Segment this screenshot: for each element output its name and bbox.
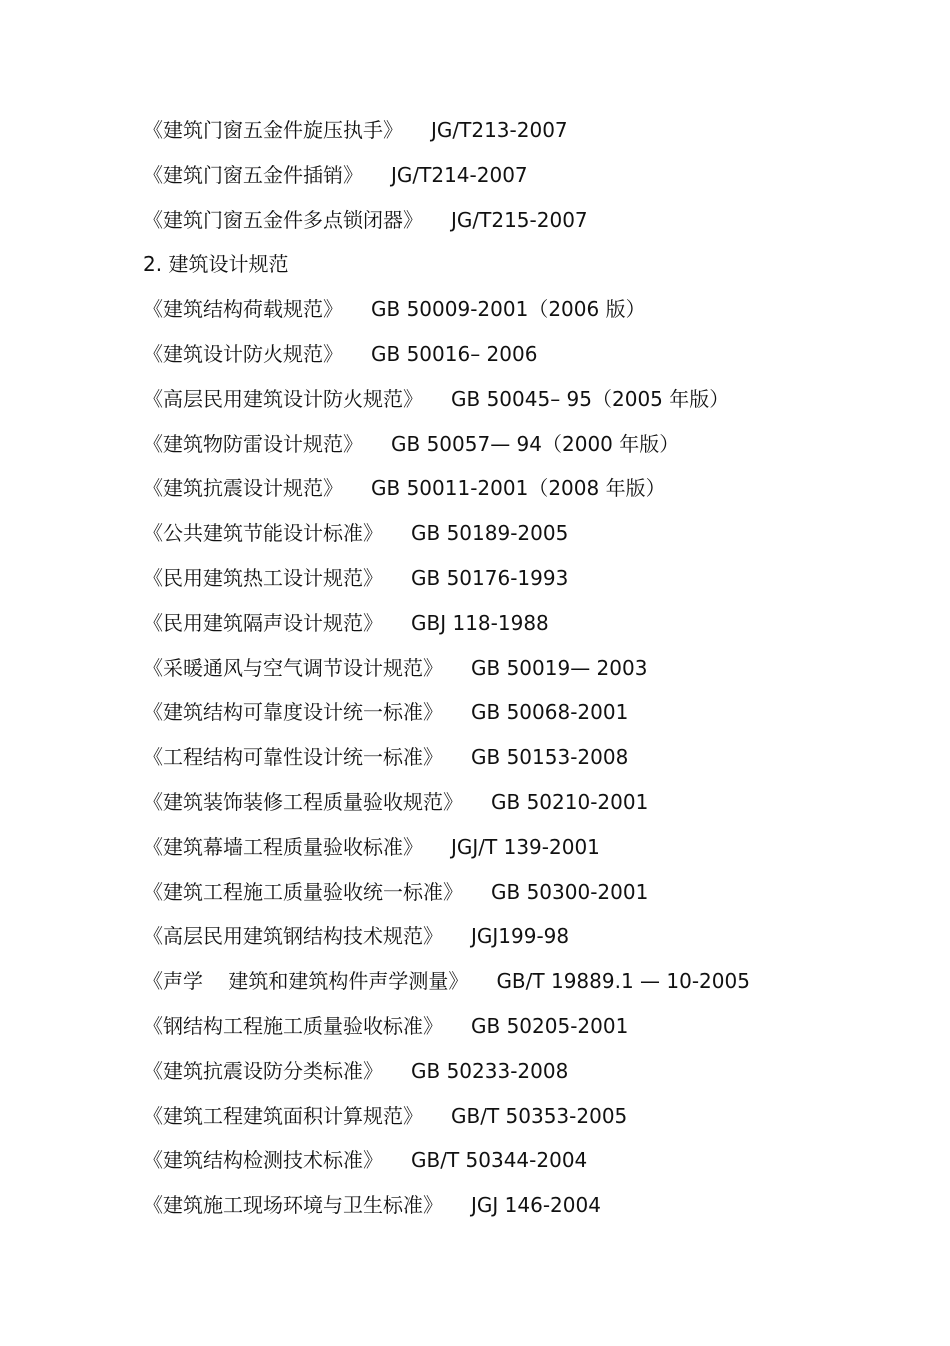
list-item bbox=[143, 965, 923, 1010]
standard-code: JGJ 146-2004 bbox=[471, 1193, 601, 1218]
list-item bbox=[143, 293, 923, 338]
standard-code: JG/T213-2007 bbox=[431, 118, 568, 142]
standard-code: GB 50045– 95（2005 年版） bbox=[451, 386, 730, 411]
standard-title: 《钢结构工程施工质量验收标准》 bbox=[143, 1013, 443, 1038]
list-item bbox=[143, 696, 923, 741]
standard-title: 《建筑幕墙工程质量验收标准》 bbox=[143, 834, 423, 859]
standard-code: GB/T 50353-2005 bbox=[451, 1103, 628, 1128]
list-item bbox=[143, 428, 923, 473]
standard-title: 《建筑结构荷载规范》 bbox=[143, 297, 343, 322]
standard-title: 《建筑工程施工质量验收统一标准》 bbox=[143, 879, 463, 904]
list-item bbox=[143, 1055, 923, 1100]
standard-code: GB 50205-2001 bbox=[471, 1013, 629, 1038]
standards-list bbox=[143, 114, 923, 1234]
standard-code: GB 50189-2005 bbox=[411, 521, 569, 546]
list-item bbox=[143, 517, 923, 562]
standard-code: GB/T 19889.1 — 10-2005 bbox=[496, 969, 750, 994]
standard-title: 《民用建筑隔声设计规范》 bbox=[143, 610, 383, 635]
list-item bbox=[143, 114, 923, 159]
list-item bbox=[143, 920, 923, 965]
standard-title: 《声学 建筑和建筑构件声学测量》 bbox=[143, 969, 469, 994]
list-item bbox=[143, 1010, 923, 1055]
standard-code: JGJ199-98 bbox=[471, 924, 570, 949]
list-item bbox=[143, 786, 923, 831]
list-item bbox=[143, 472, 923, 517]
standard-code: GB 50009-2001（2006 版） bbox=[371, 297, 646, 322]
list-item bbox=[143, 741, 923, 786]
list-item bbox=[143, 652, 923, 697]
standard-title: 《建筑工程建筑面积计算规范》 bbox=[143, 1103, 423, 1128]
standard-code: GB 50011-2001（2008 年版） bbox=[371, 476, 666, 501]
standard-code: GBJ 118-1988 bbox=[411, 610, 549, 635]
standard-title: 《高层民用建筑钢结构技术规范》 bbox=[143, 924, 443, 949]
standard-title: 《建筑装饰装修工程质量验收规范》 bbox=[143, 789, 463, 814]
standard-title: 《建筑门窗五金件插销》 bbox=[143, 162, 363, 187]
standard-title: 《高层民用建筑设计防火规范》 bbox=[143, 386, 423, 411]
standard-code: JG/T214-2007 bbox=[391, 162, 528, 187]
standard-title: 《建筑门窗五金件多点锁闭器》 bbox=[143, 207, 423, 232]
standard-code: JGJ/T 139-2001 bbox=[451, 834, 600, 859]
standard-title: 《民用建筑热工设计规范》 bbox=[143, 565, 383, 590]
list-item bbox=[143, 831, 923, 876]
standard-title: 《建筑设计防火规范》 bbox=[143, 341, 343, 366]
list-item bbox=[143, 338, 923, 383]
section-heading: 2. 建筑设计规范 bbox=[143, 252, 289, 277]
standard-code: GB 50176-1993 bbox=[411, 565, 569, 590]
standard-code: GB 50233-2008 bbox=[411, 1058, 569, 1083]
standard-code: GB 50016– 2006 bbox=[371, 341, 538, 366]
list-item bbox=[143, 607, 923, 652]
standard-title: 《建筑施工现场环境与卫生标准》 bbox=[143, 1193, 443, 1218]
list-item bbox=[143, 1144, 923, 1189]
standard-title: 《建筑结构可靠度设计统一标准》 bbox=[143, 700, 443, 725]
standard-title: 《建筑门窗五金件旋压执手》 bbox=[143, 118, 403, 142]
list-item bbox=[143, 1189, 923, 1234]
standard-title: 《工程结构可靠性设计统一标准》 bbox=[143, 745, 443, 770]
standard-title: 《建筑物防雷设计规范》 bbox=[143, 431, 363, 456]
standard-title: 《建筑结构检测技术标准》 bbox=[143, 1148, 383, 1173]
standard-code: GB 50300-2001 bbox=[491, 879, 649, 904]
standard-code: GB 50019— 2003 bbox=[471, 655, 648, 680]
standard-code: GB 50153-2008 bbox=[471, 745, 629, 770]
list-item bbox=[143, 876, 923, 921]
standard-title: 《建筑抗震设防分类标准》 bbox=[143, 1058, 383, 1083]
standard-code: GB 50068-2001 bbox=[471, 700, 629, 725]
list-item bbox=[143, 204, 923, 249]
standard-code: GB/T 50344-2004 bbox=[411, 1148, 588, 1173]
standard-title: 《建筑抗震设计规范》 bbox=[143, 476, 343, 501]
list-item bbox=[143, 562, 923, 607]
list-item bbox=[143, 383, 923, 428]
list-item bbox=[143, 159, 923, 204]
standard-title: 《采暖通风与空气调节设计规范》 bbox=[143, 655, 443, 680]
standard-code: GB 50057— 94（2000 年版） bbox=[391, 431, 680, 456]
standard-code: GB 50210-2001 bbox=[491, 789, 649, 814]
list-item bbox=[143, 1100, 923, 1145]
standard-code: JG/T215-2007 bbox=[451, 207, 588, 232]
standard-title: 《公共建筑节能设计标准》 bbox=[143, 521, 383, 546]
